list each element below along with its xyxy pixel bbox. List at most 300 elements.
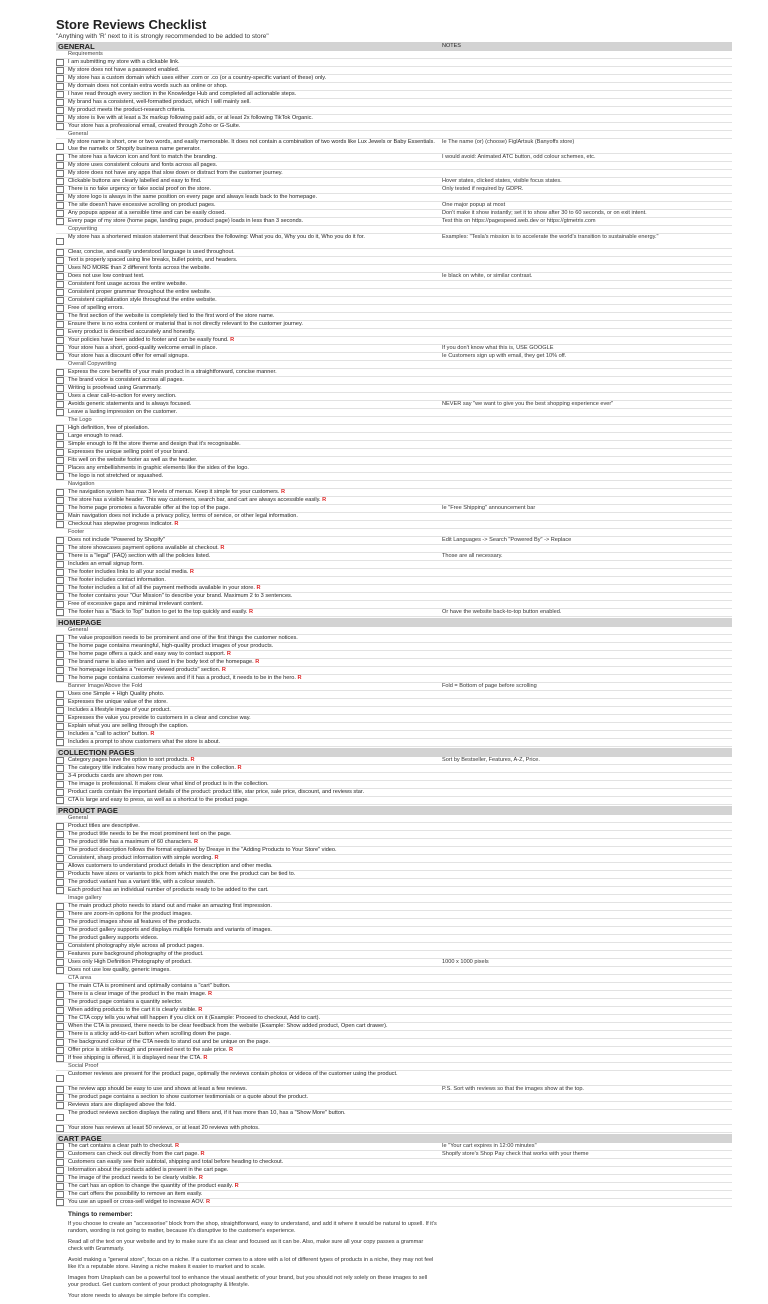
note-text: [436, 1175, 732, 1182]
checkbox[interactable]: [56, 385, 64, 392]
task-label: Free of spelling errors.: [68, 305, 124, 311]
checkbox[interactable]: [56, 1114, 64, 1121]
checkbox[interactable]: [56, 773, 64, 780]
recommended-flag: R: [214, 855, 219, 861]
subsection-row: [56, 481, 732, 489]
task-label: Leave a lasting impression on the customer.: [68, 409, 178, 415]
checklist-row: [56, 879, 732, 887]
task-label: Customers can easily see their subtotal, shipping and total before heading to checkout.: [68, 1159, 284, 1165]
checklist-row: [56, 393, 732, 401]
task-text: [66, 281, 436, 288]
note-text: [436, 975, 732, 982]
checkbox[interactable]: [56, 433, 64, 440]
checkbox[interactable]: [56, 162, 64, 169]
task-label: Expresses the value you provide to customers in a clear and concise way.: [68, 715, 251, 721]
task-label: Main navigation does not include a privacy policy, terms of service, or other legal information.: [68, 513, 298, 519]
checkbox-cell: [56, 1047, 66, 1054]
checklist-row: [56, 297, 732, 305]
checklist-row: [56, 329, 732, 337]
checkbox[interactable]: [56, 797, 64, 804]
task-text: [66, 401, 436, 408]
task-label: The homepage includes a "recently viewed products" section.: [68, 667, 221, 673]
checklist-row: [56, 162, 732, 170]
subsection-row: [56, 51, 732, 59]
checklist-row: [56, 305, 732, 313]
checkbox-cell: [56, 115, 66, 122]
note-text: [436, 1055, 732, 1062]
checkbox[interactable]: [56, 943, 64, 950]
note-text: [436, 847, 732, 854]
checkbox[interactable]: [56, 257, 64, 264]
checkbox[interactable]: [56, 651, 64, 658]
task-label: The home page offers a quick and easy way to contact support.: [68, 651, 226, 657]
checkbox[interactable]: [56, 643, 64, 650]
checkbox[interactable]: [56, 345, 64, 352]
checkbox[interactable]: [56, 911, 64, 918]
checkbox[interactable]: [56, 1031, 64, 1038]
checklist-row: [56, 593, 732, 601]
task-text: [66, 91, 436, 98]
checkbox[interactable]: [56, 967, 64, 974]
checkbox-cell: [56, 715, 66, 722]
checkbox[interactable]: [56, 83, 64, 90]
checkbox[interactable]: [56, 731, 64, 738]
checkbox[interactable]: [56, 143, 64, 150]
task-label: Large enough to read.: [68, 433, 124, 439]
task-text: [66, 1125, 436, 1132]
subsection-row: [56, 131, 732, 139]
subsection-row: [56, 529, 732, 537]
checklist-row: [56, 959, 732, 967]
checkbox[interactable]: [56, 999, 64, 1006]
checkbox[interactable]: [56, 585, 64, 592]
remember-list: [56, 1221, 732, 1300]
task-text: [66, 895, 436, 902]
task-label: CTA is large and easy to press, as well as a shortcut to the product page.: [68, 797, 249, 803]
checkbox-cell: [56, 609, 66, 616]
checkbox[interactable]: [56, 449, 64, 456]
checkbox-cell: [56, 273, 66, 280]
checkbox[interactable]: [56, 273, 64, 280]
checkbox[interactable]: [56, 723, 64, 730]
checkbox[interactable]: [56, 537, 64, 544]
task-text: [66, 139, 436, 153]
checklist-row: [56, 887, 732, 895]
checkbox[interactable]: [56, 871, 64, 878]
checkbox-cell: [56, 505, 66, 512]
checkbox[interactable]: [56, 635, 64, 642]
task-text: [66, 353, 436, 360]
task-label: Your store has a professional email, created through Zoho or G-Suite.: [68, 123, 241, 129]
task-text: [66, 1023, 436, 1030]
task-text: [66, 871, 436, 878]
checkbox-cell: [56, 1143, 66, 1150]
checkbox[interactable]: [56, 186, 64, 193]
checklist-row: [56, 927, 732, 935]
checkbox[interactable]: [56, 297, 64, 304]
checkbox-cell: [56, 1071, 66, 1085]
task-text: [66, 1167, 436, 1174]
checkbox[interactable]: [56, 1015, 64, 1022]
task-label: Features pure background photography of the product.: [68, 951, 204, 957]
checkbox[interactable]: [56, 1143, 64, 1150]
task-label: Explain what you are selling through the caption.: [68, 723, 189, 729]
checkbox[interactable]: [56, 609, 64, 616]
checkbox-cell: [56, 1159, 66, 1166]
task-text: [66, 257, 436, 264]
note-text: One major popup at most: [442, 202, 506, 208]
checkbox[interactable]: [56, 497, 64, 504]
checkbox[interactable]: [56, 281, 64, 288]
checklist-row: [56, 433, 732, 441]
checkbox[interactable]: [56, 265, 64, 272]
task-label: The footer contains your "Our Mission" to describe your brand. Maximum 2 to 3 sentences.: [68, 593, 293, 599]
checkbox[interactable]: [56, 329, 64, 336]
checkbox[interactable]: [56, 1159, 64, 1166]
note-text: [436, 723, 732, 730]
checkbox-cell: [56, 585, 66, 592]
checkbox[interactable]: [56, 218, 64, 225]
checkbox[interactable]: [56, 561, 64, 568]
task-label: General: [68, 627, 88, 633]
checkbox[interactable]: [56, 1102, 64, 1109]
note-text: [436, 51, 732, 58]
checkbox-cell: [56, 1055, 66, 1062]
checkbox[interactable]: [56, 789, 64, 796]
task-label: The product page contains a section to show customer testimonials or a quote about the product.: [68, 1094, 309, 1100]
task-text: [66, 505, 436, 512]
checkbox[interactable]: [56, 115, 64, 122]
checklist-row: [56, 377, 732, 385]
checkbox[interactable]: [56, 321, 64, 328]
checkbox[interactable]: [56, 369, 64, 376]
section-title: CART PAGE: [58, 1134, 102, 1143]
checkbox[interactable]: [56, 903, 64, 910]
checkbox-cell: [56, 337, 66, 344]
checklist-row: [56, 154, 732, 162]
task-label: When the CTA is pressed, there needs to be clear feedback from the website (Example: Show added product, Open cart drawer).: [68, 1023, 388, 1029]
checkbox[interactable]: [56, 59, 64, 66]
recommended-flag: R: [221, 667, 226, 673]
task-label: Expresses the unique value of the store.: [68, 699, 168, 705]
checkbox[interactable]: [56, 667, 64, 674]
task-text: [66, 202, 436, 209]
checkbox[interactable]: [56, 1175, 64, 1182]
checkbox-cell: [56, 226, 66, 233]
checkbox[interactable]: [56, 707, 64, 714]
checkbox[interactable]: [56, 377, 64, 384]
note-text: [436, 513, 732, 520]
checkbox[interactable]: [56, 289, 64, 296]
checkbox[interactable]: [56, 593, 64, 600]
task-label: The product gallery supports and displays multiple formats and variants of images.: [68, 927, 272, 933]
subsection-row: [56, 627, 732, 635]
checkbox[interactable]: [56, 194, 64, 201]
note-text: [436, 67, 732, 74]
note-text: [436, 1167, 732, 1174]
checkbox[interactable]: [56, 91, 64, 98]
checkbox[interactable]: [56, 154, 64, 161]
checkbox[interactable]: [56, 1047, 64, 1054]
note-text: Or have the website back-to-top button enabled.: [442, 609, 562, 615]
checkbox[interactable]: [56, 659, 64, 666]
task-label: My store is live with at least a 3x markup following paid ads, or at least 2x following TikTok Organic.: [68, 115, 313, 121]
checkbox[interactable]: [56, 313, 64, 320]
checklist-row: [56, 585, 732, 593]
note-text: [436, 593, 732, 600]
checklist-row: [56, 691, 732, 699]
checkbox[interactable]: [56, 781, 64, 788]
note-text: Ie black on white, or similar contrast.: [442, 273, 533, 279]
checkbox-cell: [56, 569, 66, 576]
note-text: [436, 305, 732, 312]
task-text: [66, 115, 436, 122]
checklist-row: [56, 513, 732, 521]
task-label: The main product photo needs to stand out and make an amazing first impression.: [68, 903, 272, 909]
task-label: Every page of my store (home page, landing page, product page) loads in less than 3 seconds.: [68, 218, 304, 224]
task-text: [66, 329, 436, 336]
note-text: [436, 643, 732, 650]
section-title: COLLECTION PAGES: [58, 748, 135, 757]
task-label: Consistent proper grammar throughout the entire website.: [68, 289, 212, 295]
task-text: [66, 433, 436, 440]
task-label: My store logo is always in the same position on every page and always leads back to the homepage.: [68, 194, 318, 200]
checkbox[interactable]: [56, 1023, 64, 1030]
checkbox[interactable]: [56, 545, 64, 552]
task-label: The site doesn't have excessive scrolling on product pages.: [68, 202, 216, 208]
checkbox[interactable]: [56, 107, 64, 114]
checkbox[interactable]: [56, 935, 64, 942]
checkbox-cell: [56, 1031, 66, 1038]
checkbox[interactable]: [56, 1199, 64, 1206]
checkbox[interactable]: [56, 1094, 64, 1101]
task-text: [66, 1039, 436, 1046]
checkbox[interactable]: [56, 505, 64, 512]
checkbox[interactable]: [56, 1191, 64, 1198]
checklist-row: [56, 385, 732, 393]
checkbox[interactable]: [56, 238, 64, 245]
checkbox[interactable]: [56, 473, 64, 480]
checkbox[interactable]: [56, 1183, 64, 1190]
note-text: [436, 935, 732, 942]
checklist-row: [56, 123, 732, 131]
checkbox[interactable]: [56, 879, 64, 886]
task-label: Checkout has stepwise progress indicator.: [68, 521, 173, 527]
checklist-row: [56, 465, 732, 473]
checkbox[interactable]: [56, 1125, 64, 1132]
checkbox[interactable]: [56, 577, 64, 584]
checkbox[interactable]: [56, 765, 64, 772]
task-text: [66, 765, 436, 772]
checkbox[interactable]: [56, 675, 64, 682]
task-text: [66, 297, 436, 304]
checklist-row: [56, 847, 732, 855]
task-label: Avoids generic statements and is always focused.: [68, 401, 192, 407]
checklist-row: [56, 635, 732, 643]
checkbox[interactable]: [56, 691, 64, 698]
checkbox[interactable]: [56, 1086, 64, 1093]
checkbox[interactable]: [56, 178, 64, 185]
checkbox[interactable]: [56, 1055, 64, 1062]
note-text: [436, 983, 732, 990]
checkbox[interactable]: [56, 1151, 64, 1158]
checkbox[interactable]: [56, 699, 64, 706]
note-text: [436, 425, 732, 432]
checkbox-cell: [56, 393, 66, 400]
checklist-row: [56, 577, 732, 585]
task-label: Footer: [68, 529, 85, 535]
note-text: [436, 1199, 732, 1206]
checkbox[interactable]: [56, 951, 64, 958]
checklist-row: [56, 401, 732, 409]
task-label: The home page promotes a favorable offer at the top of the page.: [68, 505, 230, 511]
task-text: [66, 879, 436, 886]
checklist-row: [56, 943, 732, 951]
checkbox[interactable]: [56, 863, 64, 870]
checklist-row: [56, 1086, 732, 1094]
checkbox[interactable]: [56, 210, 64, 217]
checkbox[interactable]: [56, 553, 64, 560]
checkbox[interactable]: [56, 489, 64, 496]
checkbox[interactable]: [56, 123, 64, 130]
task-text: [66, 1143, 436, 1150]
checkbox-cell: [56, 1199, 66, 1206]
checkbox[interactable]: [56, 521, 64, 528]
note-text: [436, 781, 732, 788]
checkbox[interactable]: [56, 959, 64, 966]
task-text: [66, 249, 436, 256]
task-text: [66, 210, 436, 217]
task-text: [66, 417, 436, 424]
checkbox[interactable]: [56, 441, 64, 448]
task-label: Clear, concise, and easily understood language is used throughout.: [68, 249, 235, 255]
note-text: Ie "Free Shipping" announcement bar: [442, 505, 536, 511]
task-text: [66, 577, 436, 584]
checkbox[interactable]: [56, 305, 64, 312]
checkbox[interactable]: [56, 75, 64, 82]
task-text: [66, 537, 436, 544]
task-text: [66, 627, 436, 634]
checkbox[interactable]: [56, 927, 64, 934]
task-label: Uses a clear call-to-action for every section.: [68, 393, 177, 399]
checkbox-cell: [56, 313, 66, 320]
note-text: [436, 839, 732, 846]
checklist-row: [56, 210, 732, 218]
task-text: [66, 273, 436, 280]
checkbox[interactable]: [56, 409, 64, 416]
task-label: The navigation system has max 3 levels of menus. Keep it simple for your customers.: [68, 489, 280, 495]
task-text: [66, 465, 436, 472]
checkbox-cell: [56, 999, 66, 1006]
checkbox[interactable]: [56, 425, 64, 432]
checkbox[interactable]: [56, 991, 64, 998]
note-text: Ie "Your cart expires in 12:00 minutes": [442, 1143, 537, 1149]
checkbox-cell: [56, 967, 66, 974]
task-label: The review app should be easy to use and shows at least a few reviews.: [68, 1086, 248, 1092]
checkbox[interactable]: [56, 839, 64, 846]
task-text: [66, 497, 436, 504]
checkbox[interactable]: [56, 99, 64, 106]
note-text: [436, 879, 732, 886]
checkbox[interactable]: [56, 393, 64, 400]
checklist-row: [56, 321, 732, 329]
task-label: Uses only High Definition Photography of product.: [68, 959, 192, 965]
checkbox-cell: [56, 178, 66, 185]
checkbox[interactable]: [56, 739, 64, 746]
note-text: Examples: "Tesla's mission is to accelerate the world's transition to sustainable energy.": [442, 234, 659, 240]
task-label: The cart has an option to change the quantity of the product easily.: [68, 1183, 234, 1189]
checkbox-cell: [56, 659, 66, 666]
checkbox[interactable]: [56, 983, 64, 990]
recommended-flag: R: [226, 651, 231, 657]
task-text: [66, 651, 436, 658]
checkbox-cell: [56, 1007, 66, 1014]
checkbox-cell: [56, 839, 66, 846]
checkbox[interactable]: [56, 887, 64, 894]
checkbox[interactable]: [56, 170, 64, 177]
checkbox[interactable]: [56, 202, 64, 209]
checkbox[interactable]: [56, 249, 64, 256]
checkbox[interactable]: [56, 513, 64, 520]
task-text: [66, 489, 436, 496]
checkbox[interactable]: [56, 1007, 64, 1014]
checkbox[interactable]: [56, 757, 64, 764]
checkbox-cell: [56, 577, 66, 584]
checkbox[interactable]: [56, 401, 64, 408]
note-text: [436, 667, 732, 674]
checkbox[interactable]: [56, 601, 64, 608]
checkbox[interactable]: [56, 1167, 64, 1174]
checklist-row: [56, 265, 732, 273]
checkbox[interactable]: [56, 715, 64, 722]
remember-paragraph: If you choose to create an "accessorise" block from the shop, straightforward, easy to understand, and add it where it would be natural to upsell. If it's random, wording is not going to matter, because it's disruptive to the customer's experience.: [68, 1221, 437, 1234]
note-text: [436, 943, 732, 950]
task-text: [66, 831, 436, 838]
note-text: I would avoid: Animated ATC button, odd colour schemes, etc.: [442, 154, 596, 160]
checkbox-cell: [56, 281, 66, 288]
task-label: The Logo: [68, 417, 92, 423]
task-label: Your store has a short, good-quality welcome email in place.: [68, 345, 218, 351]
note-text: [436, 823, 732, 830]
task-label: Free of excessive gaps and minimal irrelevant content.: [68, 601, 204, 607]
checkbox-cell: [56, 481, 66, 488]
note-text: [436, 855, 732, 862]
checkbox[interactable]: [56, 337, 64, 344]
note-text: [436, 911, 732, 918]
task-label: My store does not have any apps that slow down or distract from the customer journey.: [68, 170, 283, 176]
note-text: [436, 927, 732, 934]
checkbox[interactable]: [56, 1075, 64, 1082]
note-text: [436, 257, 732, 264]
checkbox[interactable]: [56, 1039, 64, 1046]
checkbox[interactable]: [56, 847, 64, 854]
checklist-row: [56, 699, 732, 707]
checkbox-cell: [56, 855, 66, 862]
checkbox[interactable]: [56, 67, 64, 74]
checkbox-cell: [56, 911, 66, 918]
checkbox[interactable]: [56, 457, 64, 464]
checkbox[interactable]: [56, 855, 64, 862]
task-label: There is a "legal" (FAQ) section with all the policies listed.: [68, 553, 211, 559]
checkbox[interactable]: [56, 919, 64, 926]
task-label: The product title has a maximum of 60 characters.: [68, 839, 193, 845]
checkbox[interactable]: [56, 353, 64, 360]
checkbox[interactable]: [56, 569, 64, 576]
checklist-row: [56, 1039, 732, 1047]
checkbox[interactable]: [56, 831, 64, 838]
checkbox[interactable]: [56, 465, 64, 472]
checkbox[interactable]: [56, 823, 64, 830]
